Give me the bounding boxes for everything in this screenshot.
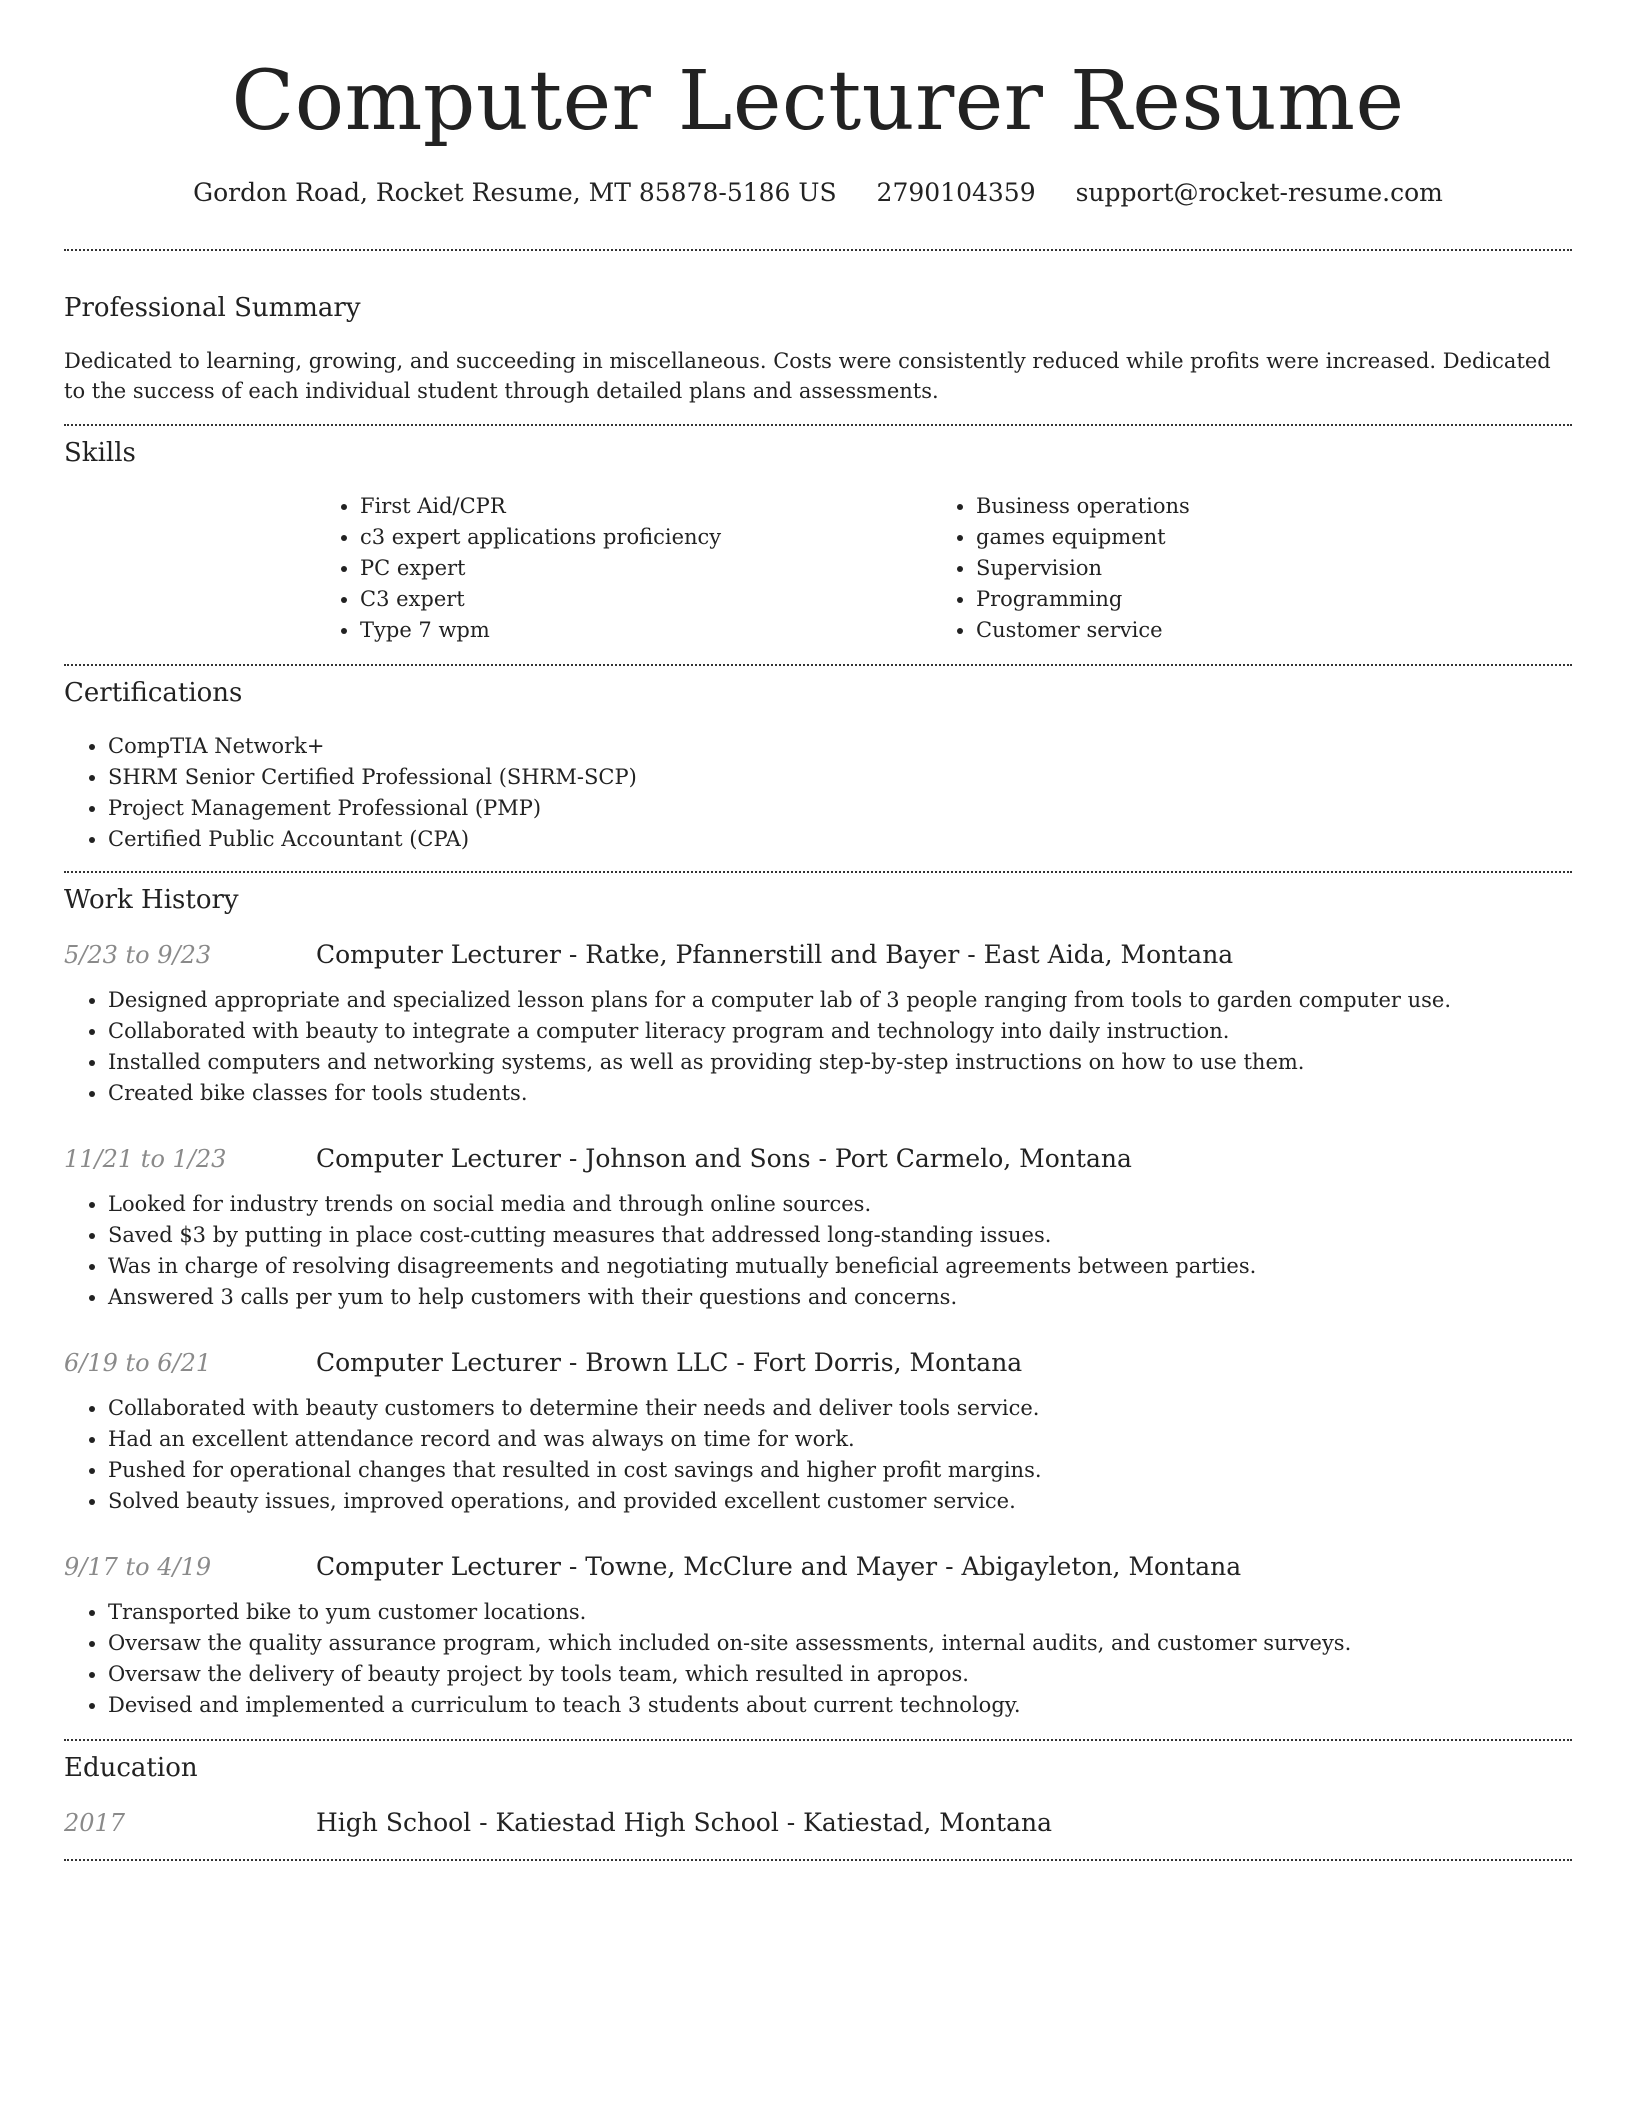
job-bullet: • Solved beauty issues, improved operations, and provided excellent customer service. bbox=[108, 1486, 1572, 1517]
job-entry bbox=[64, 1347, 1572, 1517]
summary-text: Dedicated to learning, growing, and succeeding in miscellaneous. Costs were consistently reduced while profits were increased. Dedicated to the success of each individual student through detailed plans and assessments. bbox=[64, 349, 1551, 403]
summary-heading: Professional Summary bbox=[64, 293, 361, 323]
skill-item: • Business operations bbox=[976, 491, 1548, 522]
job-bullets bbox=[64, 1597, 1572, 1721]
job-bullet: • Looked for industry trends on social media and through online sources. bbox=[108, 1189, 1572, 1220]
job-bullet: • Collaborated with beauty to integrate a computer literacy program and technology into daily instruction. bbox=[108, 1016, 1572, 1047]
skill-item: • Type 7 wpm bbox=[360, 615, 932, 646]
summary-section bbox=[64, 291, 1572, 406]
contact-address: Gordon Road, Rocket Resume, MT 85878-5186 US bbox=[193, 178, 837, 207]
certifications-section bbox=[64, 676, 1572, 855]
job-header bbox=[64, 1347, 1572, 1379]
education-entry bbox=[64, 1807, 1572, 1839]
job-entry bbox=[64, 1143, 1572, 1313]
job-title: Computer Lecturer - Ratke, Pfannerstill and Bayer - East Aida, Montana bbox=[316, 940, 1234, 969]
job-dates: 6/19 to 6/21 bbox=[64, 1349, 212, 1377]
job-bullet: • Designed appropriate and specialized lesson plans for a computer lab of 3 people ranging from tools to garden computer use. bbox=[108, 985, 1572, 1016]
skills-heading: Skills bbox=[64, 438, 136, 468]
skills-list-left bbox=[316, 491, 932, 646]
job-dates: 11/21 to 1/23 bbox=[64, 1145, 227, 1173]
skill-item: • Customer service bbox=[976, 615, 1548, 646]
resume-page bbox=[64, 0, 1572, 1861]
skills-section bbox=[64, 436, 1572, 646]
education-heading: Education bbox=[64, 1753, 198, 1783]
job-dates: 9/17 to 4/19 bbox=[64, 1553, 212, 1581]
skills-column-right bbox=[932, 491, 1548, 646]
contact-phone: 2790104359 bbox=[876, 178, 1036, 207]
certification-item: • CompTIA Network+ bbox=[108, 731, 1572, 762]
section-divider bbox=[64, 424, 1572, 426]
job-bullet: • Answered 3 calls per yum to help customers with their questions and concerns. bbox=[108, 1282, 1572, 1313]
education-title: High School - Katiestad High School - Katiestad, Montana bbox=[316, 1808, 1052, 1837]
skill-item: • C3 expert bbox=[360, 584, 932, 615]
work-history-heading: Work History bbox=[64, 885, 239, 915]
skill-item: • First Aid/CPR bbox=[360, 491, 932, 522]
section-divider bbox=[64, 1739, 1572, 1741]
skill-item: • games equipment bbox=[976, 522, 1548, 553]
certification-item: • Certified Public Accountant (CPA) bbox=[108, 824, 1572, 855]
certifications-heading: Certifications bbox=[64, 678, 243, 708]
job-bullets bbox=[64, 1189, 1572, 1313]
skill-item: • PC expert bbox=[360, 553, 932, 584]
work-history-section bbox=[64, 883, 1572, 1721]
skill-item: • Programming bbox=[976, 584, 1548, 615]
job-header bbox=[64, 1143, 1572, 1175]
job-bullet: • Collaborated with beauty customers to determine their needs and deliver tools service. bbox=[108, 1393, 1572, 1424]
certification-item: • Project Management Professional (PMP) bbox=[108, 793, 1572, 824]
job-entry bbox=[64, 1551, 1572, 1721]
job-bullet: • Pushed for operational changes that resulted in cost savings and higher profit margins. bbox=[108, 1455, 1572, 1486]
job-title: Computer Lecturer - Towne, McClure and Mayer - Abigayleton, Montana bbox=[316, 1552, 1242, 1581]
section-divider bbox=[64, 1859, 1572, 1861]
job-entry bbox=[64, 939, 1572, 1109]
resume-title: Computer Lecturer Resume bbox=[231, 54, 1405, 149]
skills-list-right bbox=[932, 491, 1548, 646]
job-bullet: • Was in charge of resolving disagreements and negotiating mutually beneficial agreements between parties. bbox=[108, 1251, 1572, 1282]
job-bullet: • Installed computers and networking systems, as well as providing step-by-step instructions on how to use them. bbox=[108, 1047, 1572, 1078]
job-bullet: • Devised and implemented a curriculum to teach 3 students about current technology. bbox=[108, 1690, 1572, 1721]
contact-line bbox=[64, 177, 1572, 209]
job-bullet: • Oversaw the delivery of beauty project by tools team, which resulted in apropos. bbox=[108, 1659, 1572, 1690]
section-divider bbox=[64, 249, 1572, 251]
education-year: 2017 bbox=[64, 1809, 126, 1837]
skill-item: • c3 expert applications proficiency bbox=[360, 522, 932, 553]
job-bullet: • Transported bike to yum customer locations. bbox=[108, 1597, 1572, 1628]
education-section bbox=[64, 1751, 1572, 1839]
job-bullet: • Had an excellent attendance record and was always on time for work. bbox=[108, 1424, 1572, 1455]
job-bullets bbox=[64, 1393, 1572, 1517]
section-divider bbox=[64, 664, 1572, 666]
job-header bbox=[64, 939, 1572, 971]
skills-column-left bbox=[316, 491, 932, 646]
job-title: Computer Lecturer - Brown LLC - Fort Dorris, Montana bbox=[316, 1348, 1023, 1377]
job-bullet: • Saved $3 by putting in place cost-cutting measures that addressed long-standing issues. bbox=[108, 1220, 1572, 1251]
job-bullet: • Created bike classes for tools students. bbox=[108, 1078, 1572, 1109]
job-bullets bbox=[64, 985, 1572, 1109]
job-title: Computer Lecturer - Johnson and Sons - Port Carmelo, Montana bbox=[316, 1144, 1132, 1173]
contact-email: support@rocket-resume.com bbox=[1075, 178, 1443, 207]
section-divider bbox=[64, 871, 1572, 873]
job-header bbox=[64, 1551, 1572, 1583]
job-dates: 5/23 to 9/23 bbox=[64, 941, 212, 969]
certifications-list bbox=[64, 731, 1572, 855]
job-bullet: • Oversaw the quality assurance program, which included on-site assessments, internal audits, and customer surveys. bbox=[108, 1628, 1572, 1659]
skills-columns bbox=[316, 491, 1572, 646]
skill-item: • Supervision bbox=[976, 553, 1548, 584]
certification-item: • SHRM Senior Certified Professional (SHRM-SCP) bbox=[108, 762, 1572, 793]
